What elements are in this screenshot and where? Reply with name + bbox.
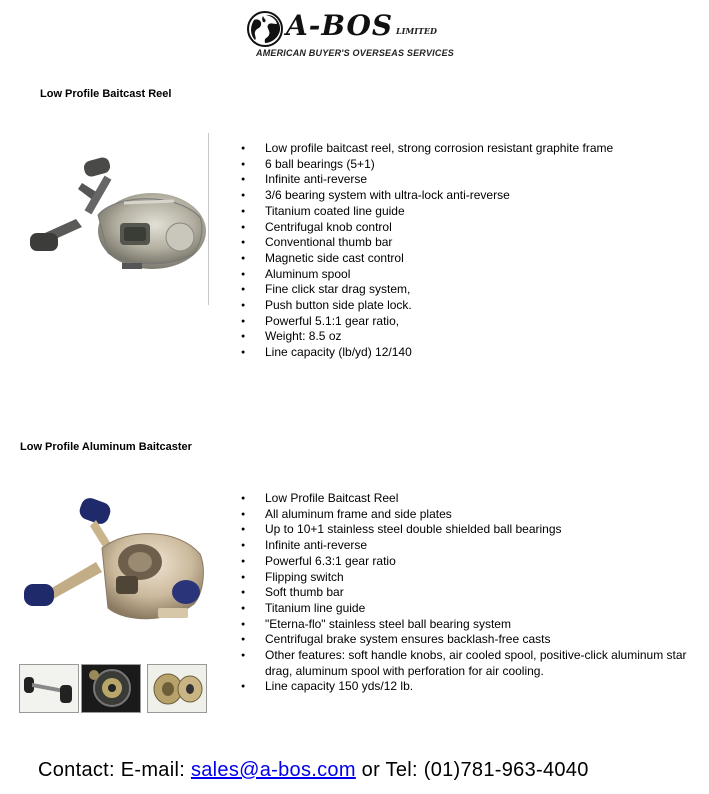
thumbnail-handle [19,664,79,713]
feature-item: ● Centrifugal brake system ensures backlash-free casts [240,632,700,648]
feature-item: ● Line capacity 150 yds/12 lb. [240,679,700,695]
feature-list-baitcast-reel [240,141,700,361]
product-title-aluminum-baitcaster: Low Profile Aluminum Baitcaster [20,441,192,453]
aluminum-baitcaster-image [18,492,208,642]
contact-line [38,759,589,782]
feature-item: ● Other features: soft handle knobs, air cooled spool, positive-click aluminum star drag, aluminum spool with perforation for air cooling. [240,648,700,679]
feature-item: ● Infinite anti-reverse [240,538,700,554]
feature-list-aluminum-baitcaster [240,491,700,695]
feature-item: ● Up to 10+1 stainless steel double shielded ball bearings [240,522,700,538]
contact-middle: or Tel: [361,759,418,781]
email-link[interactable]: sales@a-bos.com [190,759,356,781]
feature-item: ● Weight: 8.5 oz [240,329,700,345]
feature-item: ● Powerful 5.1:1 gear ratio, [240,314,700,330]
company-logo [246,8,454,64]
feature-item: ● Line capacity (lb/yd) 12/140 [240,345,700,361]
feature-item: ● Flipping switch [240,570,700,586]
handle-thumbnail-image [20,665,78,712]
feature-item: ● Powerful 6.3:1 gear ratio [240,554,700,570]
globe-icon [246,10,284,48]
feature-item: ● Soft thumb bar [240,585,700,601]
feature-item: ● 6 ball bearings (5+1) [240,157,700,173]
gear-thumbnail-image [82,665,140,712]
feature-item: ● Aluminum spool [240,267,700,283]
thumbnail-gear [81,664,141,713]
logo-limited: LIMITED [396,26,437,36]
baitcast-reel-image [24,145,206,285]
feature-item: ● Conventional thumb bar [240,235,700,251]
logo-wordmark: A-BOS [286,9,394,42]
image-divider [208,133,209,305]
feature-item: ● Infinite anti-reverse [240,172,700,188]
feature-item: ● Magnetic side cast control [240,251,700,267]
feature-item: ● Low profile baitcast reel, strong corrosion resistant graphite frame [240,141,700,157]
feature-item: ● All aluminum frame and side plates [240,507,700,523]
feature-item: ● Push button side plate lock. [240,298,700,314]
logo-tagline: AMERICAN BUYER'S OVERSEAS SERVICES [256,48,454,58]
feature-item: ● Fine click star drag system, [240,282,700,298]
feature-item: ● Titanium line guide [240,601,700,617]
feature-item: ● Titanium coated line guide [240,204,700,220]
product-title-baitcast-reel: Low Profile Baitcast Reel [40,88,172,100]
thumbnail-spool [147,664,207,713]
feature-item: ● 3/6 bearing system with ultra-lock anti-reverse [240,188,700,204]
feature-item: ● Centrifugal knob control [240,220,700,236]
feature-item: ● Low Profile Baitcast Reel [240,491,700,507]
phone-number: (01)781-963-4040 [423,759,589,781]
feature-item: ● "Eterna-flo" stainless steel ball bearing system [240,617,700,633]
spool-thumbnail-image [148,665,206,712]
contact-prefix: Contact: E-mail: [38,759,186,781]
